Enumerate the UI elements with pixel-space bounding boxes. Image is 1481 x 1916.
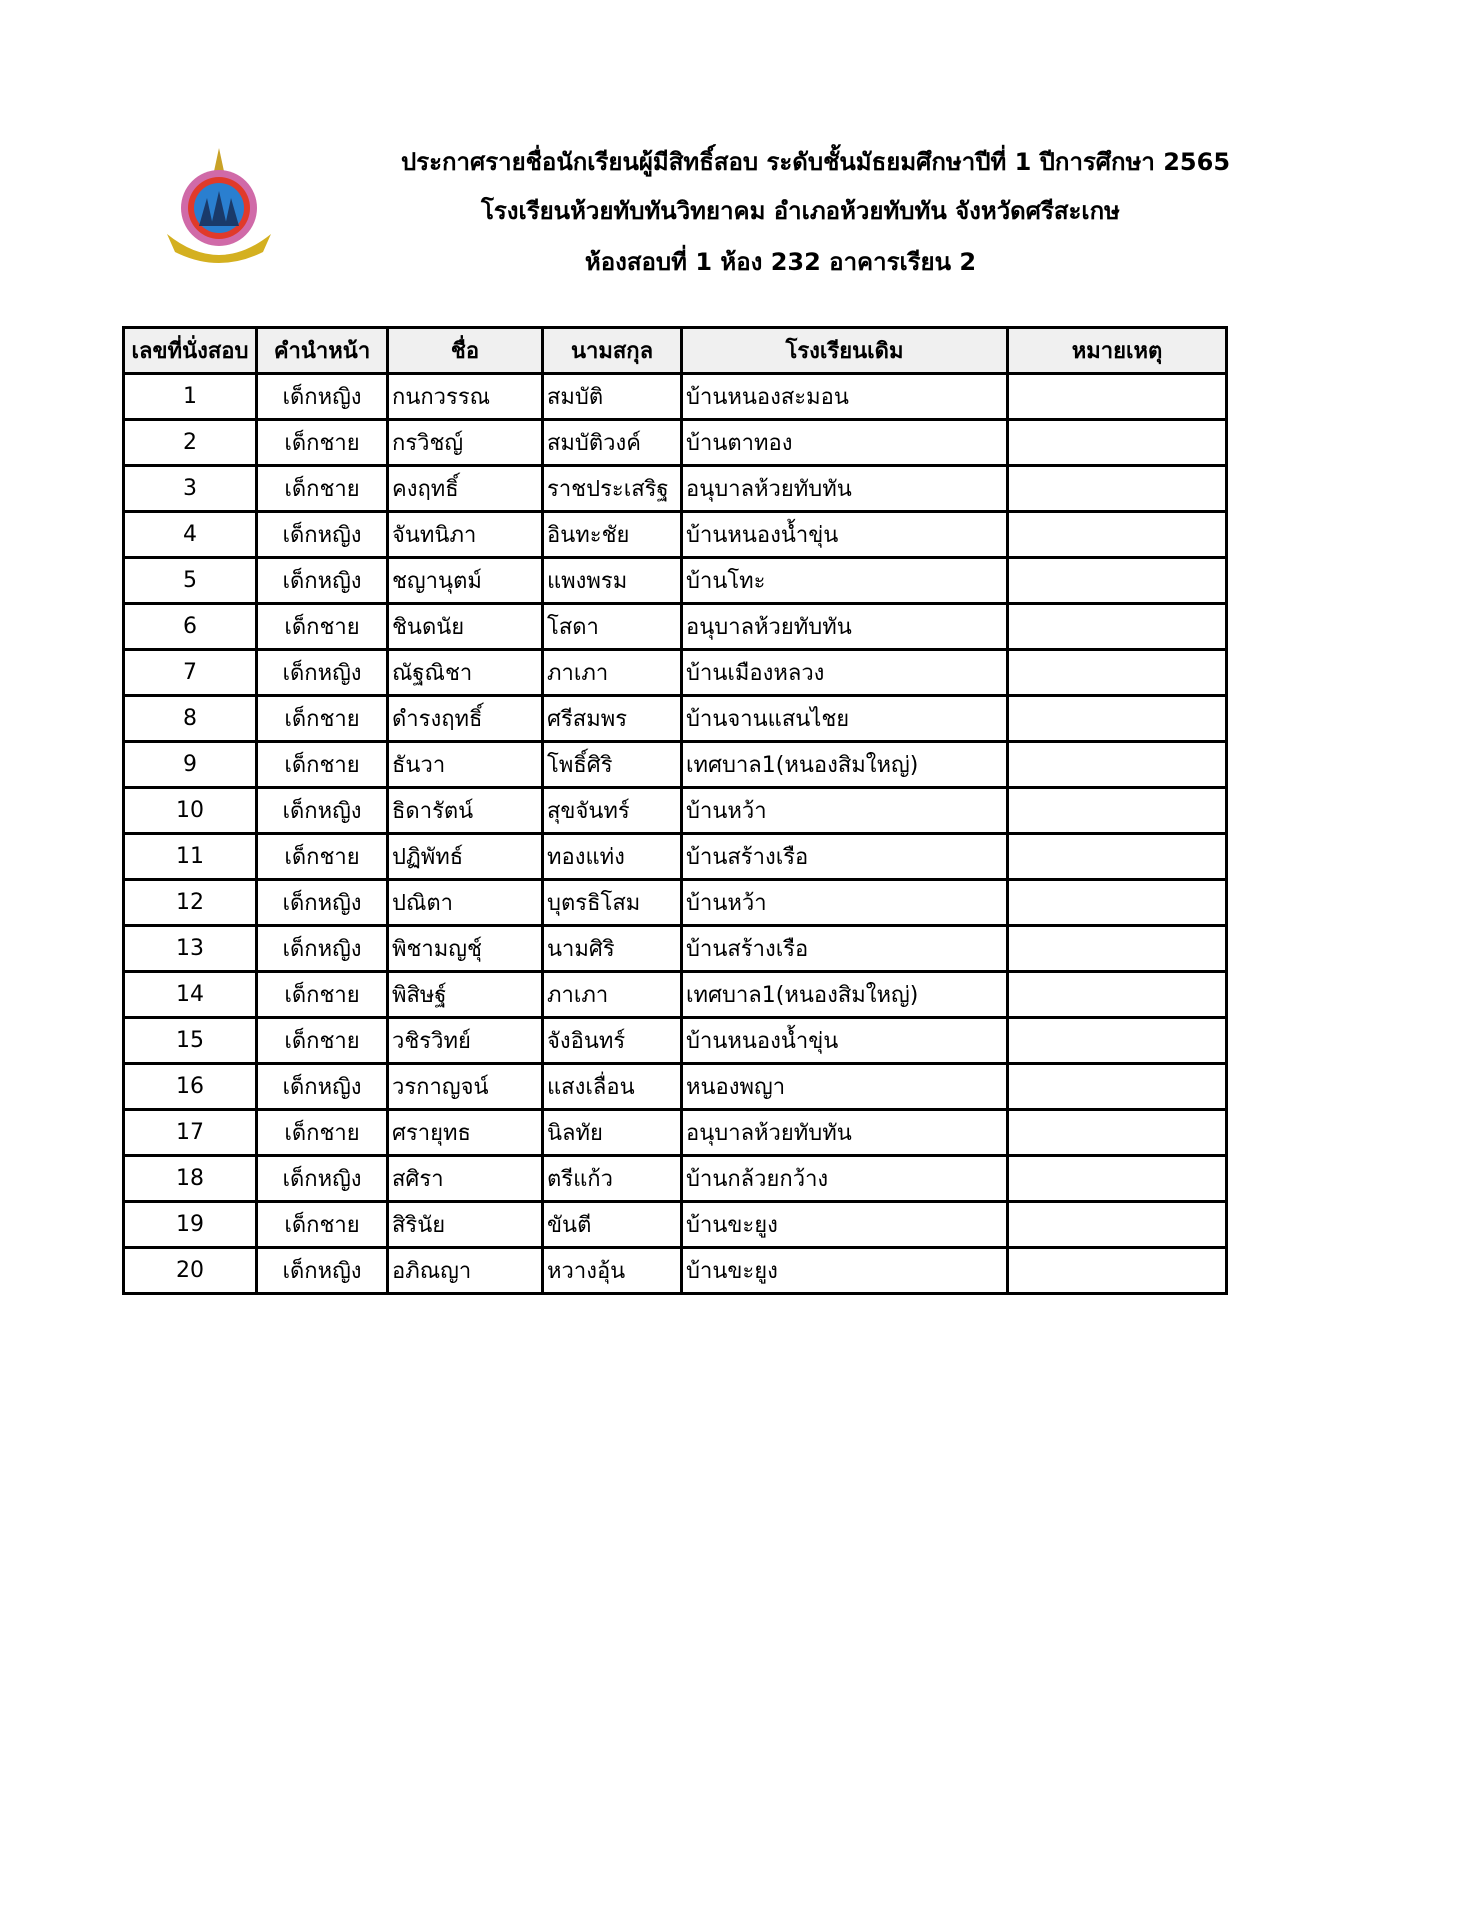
table-row (124, 880, 1227, 926)
cell-previous-school: บ้านโทะ (682, 558, 1008, 604)
cell-previous-school: บ้านเมืองหลวง (682, 650, 1008, 696)
cell-first-name: สิรินัย (388, 1202, 543, 1248)
cell-remarks (1008, 1156, 1227, 1202)
cell-previous-school: บ้านขะยูง (682, 1202, 1008, 1248)
cell-seat-number: 20 (124, 1248, 257, 1294)
table-row (124, 1202, 1227, 1248)
cell-previous-school: อนุบาลห้วยทับทัน (682, 604, 1008, 650)
cell-last-name: นิลทัย (543, 1110, 682, 1156)
cell-remarks (1008, 512, 1227, 558)
cell-title-prefix: เด็กหญิง (257, 926, 388, 972)
cell-first-name: พิชามญชุ์ (388, 926, 543, 972)
cell-title-prefix: เด็กชาย (257, 742, 388, 788)
cell-seat-number: 13 (124, 926, 257, 972)
cell-title-prefix: เด็กชาย (257, 972, 388, 1018)
cell-title-prefix: เด็กหญิง (257, 558, 388, 604)
cell-last-name: ภาเภา (543, 650, 682, 696)
cell-first-name: คงฤทธิ์ (388, 466, 543, 512)
cell-remarks (1008, 1018, 1227, 1064)
cell-previous-school: บ้านจานแสนไชย (682, 696, 1008, 742)
cell-seat-number: 18 (124, 1156, 257, 1202)
cell-title-prefix: เด็กหญิง (257, 788, 388, 834)
cell-first-name: ดำรงฤทธิ์ (388, 696, 543, 742)
cell-previous-school: บ้านหว้า (682, 880, 1008, 926)
cell-first-name: ศรายุทธ (388, 1110, 543, 1156)
cell-title-prefix: เด็กหญิง (257, 512, 388, 558)
cell-remarks (1008, 1064, 1227, 1110)
cell-previous-school: บ้านขะยูง (682, 1248, 1008, 1294)
cell-remarks (1008, 374, 1227, 420)
cell-previous-school: บ้านกล้วยกว้าง (682, 1156, 1008, 1202)
cell-last-name: หวางอุ้น (543, 1248, 682, 1294)
cell-remarks (1008, 880, 1227, 926)
cell-first-name: ชินดนัย (388, 604, 543, 650)
cell-previous-school: บ้านตาทอง (682, 420, 1008, 466)
cell-last-name: บุตรธิโสม (543, 880, 682, 926)
cell-title-prefix: เด็กชาย (257, 1110, 388, 1156)
cell-title-prefix: เด็กชาย (257, 604, 388, 650)
cell-seat-number: 16 (124, 1064, 257, 1110)
table-row (124, 1156, 1227, 1202)
column-header-first-name: ชื่อ (388, 328, 543, 374)
cell-title-prefix: เด็กชาย (257, 1202, 388, 1248)
cell-remarks (1008, 650, 1227, 696)
cell-remarks (1008, 788, 1227, 834)
cell-previous-school: บ้านสร้างเรือ (682, 926, 1008, 972)
cell-title-prefix: เด็กหญิง (257, 880, 388, 926)
column-header-previous-school: โรงเรียนเดิม (682, 328, 1008, 374)
cell-last-name: สมบัติวงค์ (543, 420, 682, 466)
cell-previous-school: เทศบาล1(หนองสิมใหญ่) (682, 972, 1008, 1018)
cell-last-name: ราชประเสริฐ (543, 466, 682, 512)
cell-last-name: นามศิริ (543, 926, 682, 972)
cell-last-name: โพธิ์ศิริ (543, 742, 682, 788)
cell-first-name: จันทนิภา (388, 512, 543, 558)
column-header-title-prefix: คำนำหน้า (257, 328, 388, 374)
cell-title-prefix: เด็กหญิง (257, 1156, 388, 1202)
cell-seat-number: 2 (124, 420, 257, 466)
table-row (124, 650, 1227, 696)
cell-last-name: ศรีสมพร (543, 696, 682, 742)
table-row (124, 466, 1227, 512)
table-row (124, 834, 1227, 880)
cell-remarks (1008, 972, 1227, 1018)
cell-previous-school: เทศบาล1(หนองสิมใหญ่) (682, 742, 1008, 788)
cell-seat-number: 1 (124, 374, 257, 420)
column-header-remarks: หมายเหตุ (1008, 328, 1227, 374)
cell-last-name: อินทะชัย (543, 512, 682, 558)
cell-first-name: สศิรา (388, 1156, 543, 1202)
cell-remarks (1008, 834, 1227, 880)
cell-seat-number: 6 (124, 604, 257, 650)
cell-last-name: สุขจันทร์ (543, 788, 682, 834)
cell-seat-number: 12 (124, 880, 257, 926)
cell-seat-number: 5 (124, 558, 257, 604)
cell-previous-school: บ้านสร้างเรือ (682, 834, 1008, 880)
cell-remarks (1008, 1202, 1227, 1248)
cell-seat-number: 17 (124, 1110, 257, 1156)
cell-remarks (1008, 926, 1227, 972)
cell-first-name: วชิรวิทย์ (388, 1018, 543, 1064)
cell-title-prefix: เด็กชาย (257, 1018, 388, 1064)
cell-first-name: ณัฐณิชา (388, 650, 543, 696)
cell-last-name: สมบัติ (543, 374, 682, 420)
cell-title-prefix: เด็กหญิง (257, 650, 388, 696)
cell-remarks (1008, 742, 1227, 788)
cell-previous-school: อนุบาลห้วยทับทัน (682, 1110, 1008, 1156)
school-name: โรงเรียนห้วยทับทันวิทยาคม อำเภอห้วยทับทัน จังหวัดศรีสะเกษ (481, 197, 1120, 225)
cell-previous-school: อนุบาลห้วยทับทัน (682, 466, 1008, 512)
cell-remarks (1008, 466, 1227, 512)
table-row (124, 788, 1227, 834)
table-row (124, 604, 1227, 650)
table-row (124, 926, 1227, 972)
table-row (124, 420, 1227, 466)
cell-title-prefix: เด็กหญิง (257, 1064, 388, 1110)
announcement-title: ประกาศรายชื่อนักเรียนผู้มีสิทธิ์สอบ ระดับชั้นมัธยมศึกษาปีที่ 1 ปีการศึกษา 2565 (400, 148, 1231, 176)
cell-last-name: ภาเภา (543, 972, 682, 1018)
cell-title-prefix: เด็กหญิง (257, 374, 388, 420)
cell-seat-number: 19 (124, 1202, 257, 1248)
cell-first-name: กรวิชญ์ (388, 420, 543, 466)
cell-previous-school: หนองพญา (682, 1064, 1008, 1110)
cell-first-name: ชญานุตม์ (388, 558, 543, 604)
cell-first-name: ธันวา (388, 742, 543, 788)
table-row (124, 1110, 1227, 1156)
table-row (124, 558, 1227, 604)
cell-seat-number: 7 (124, 650, 257, 696)
table-row (124, 1018, 1227, 1064)
cell-first-name: ธิดารัตน์ (388, 788, 543, 834)
table-row (124, 972, 1227, 1018)
table-row (124, 512, 1227, 558)
cell-last-name: ทองแท่ง (543, 834, 682, 880)
cell-title-prefix: เด็กชาย (257, 420, 388, 466)
cell-title-prefix: เด็กชาย (257, 696, 388, 742)
cell-previous-school: บ้านหนองน้ำขุ่น (682, 512, 1008, 558)
cell-remarks (1008, 1248, 1227, 1294)
cell-last-name: ขันตี (543, 1202, 682, 1248)
cell-seat-number: 11 (124, 834, 257, 880)
column-header-last-name: นามสกุล (543, 328, 682, 374)
cell-seat-number: 4 (124, 512, 257, 558)
exam-room-info: ห้องสอบที่ 1 ห้อง 232 อาคารเรียน 2 (584, 248, 977, 276)
cell-previous-school: บ้านหว้า (682, 788, 1008, 834)
cell-seat-number: 8 (124, 696, 257, 742)
cell-title-prefix: เด็กชาย (257, 466, 388, 512)
table-row (124, 374, 1227, 420)
cell-last-name: จังอินทร์ (543, 1018, 682, 1064)
table-row (124, 1248, 1227, 1294)
cell-remarks (1008, 420, 1227, 466)
cell-seat-number: 14 (124, 972, 257, 1018)
cell-first-name: อภิณญา (388, 1248, 543, 1294)
cell-remarks (1008, 696, 1227, 742)
cell-last-name: ตรีแก้ว (543, 1156, 682, 1202)
column-header-seat-number: เลขที่นั่งสอบ (124, 328, 257, 374)
cell-seat-number: 15 (124, 1018, 257, 1064)
cell-last-name: แพงพรม (543, 558, 682, 604)
student-list-table (122, 326, 1228, 1295)
cell-first-name: พิสิษฐ์ (388, 972, 543, 1018)
cell-seat-number: 9 (124, 742, 257, 788)
cell-remarks (1008, 1110, 1227, 1156)
table-header-row (124, 328, 1227, 374)
cell-first-name: ปณิตา (388, 880, 543, 926)
cell-last-name: โสดา (543, 604, 682, 650)
table-row (124, 742, 1227, 788)
cell-first-name: วรกาญจน์ (388, 1064, 543, 1110)
cell-title-prefix: เด็กชาย (257, 834, 388, 880)
cell-seat-number: 3 (124, 466, 257, 512)
cell-previous-school: บ้านหนองสะมอน (682, 374, 1008, 420)
table-row (124, 1064, 1227, 1110)
table-row (124, 696, 1227, 742)
cell-title-prefix: เด็กหญิง (257, 1248, 388, 1294)
cell-last-name: แสงเลื่อน (543, 1064, 682, 1110)
cell-previous-school: บ้านหนองน้ำขุ่น (682, 1018, 1008, 1064)
cell-first-name: ปฏิพัทธ์ (388, 834, 543, 880)
cell-first-name: กนกวรรณ (388, 374, 543, 420)
cell-remarks (1008, 558, 1227, 604)
cell-seat-number: 10 (124, 788, 257, 834)
cell-remarks (1008, 604, 1227, 650)
